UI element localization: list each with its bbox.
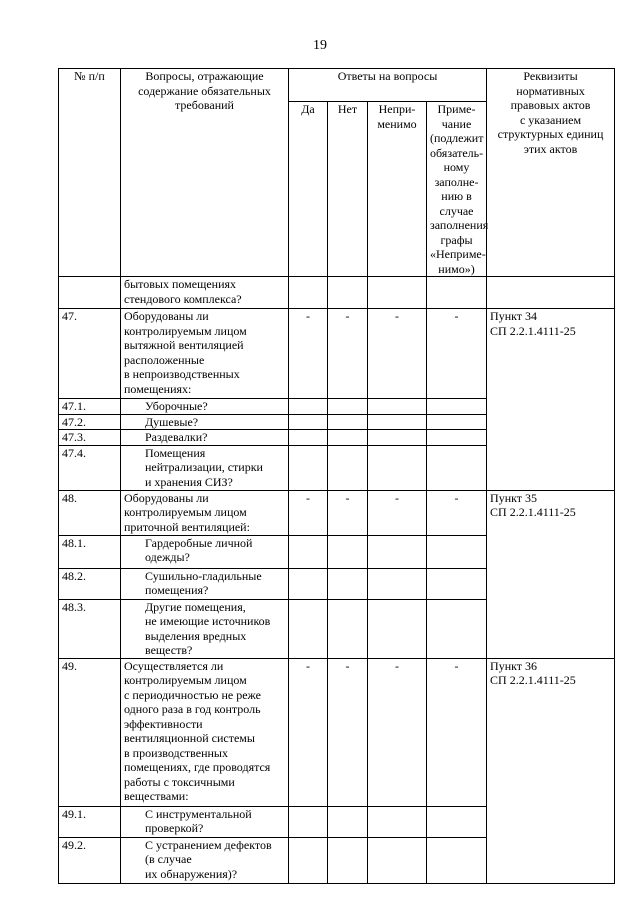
answer-not-applicable: - bbox=[368, 490, 427, 535]
row-number: 48.1. bbox=[59, 535, 121, 568]
answer-note: - bbox=[427, 490, 487, 535]
requisites: Пункт 35 СП 2.2.1.4111-25 bbox=[487, 490, 615, 658]
answer-na-cell bbox=[368, 399, 427, 415]
answer-yes-cell bbox=[289, 277, 328, 309]
row-question: Оборудованы ли контролируемым лицом приточной вентиляцией: bbox=[121, 490, 289, 535]
row-number: 47.4. bbox=[59, 445, 121, 490]
row-number: 49.1. bbox=[59, 806, 121, 837]
answer-note-cell bbox=[427, 414, 487, 430]
row-number: 48. bbox=[59, 490, 121, 535]
answer-yes-cell bbox=[289, 837, 328, 883]
answer-no: - bbox=[328, 658, 368, 806]
answer-na-cell bbox=[368, 535, 427, 568]
requisites: Пункт 34 СП 2.2.1.4111-25 bbox=[487, 309, 615, 491]
requisites: Пункт 36 СП 2.2.1.4111-25 bbox=[487, 658, 615, 883]
row-question: Оборудованы ли контролируемым лицом вытяжной вентиляцией расположенные в непроизводственных помещениях: bbox=[121, 309, 289, 399]
row-number: 47.1. bbox=[59, 399, 121, 415]
header-no: Нет bbox=[328, 102, 368, 277]
answer-no-cell bbox=[328, 806, 368, 837]
answer-na-cell bbox=[368, 806, 427, 837]
row-question: Помещения нейтрализации, стирки и хранения СИЗ? bbox=[121, 445, 289, 490]
table-row bbox=[59, 277, 615, 309]
answer-na-cell bbox=[368, 599, 427, 658]
row-number: 48.2. bbox=[59, 568, 121, 599]
answer-no-cell bbox=[328, 535, 368, 568]
answer-yes-cell bbox=[289, 445, 328, 490]
row-question: Другие помещения, не имеющие источников выделения вредных веществ? bbox=[121, 599, 289, 658]
header-yes: Да bbox=[289, 102, 328, 277]
header-requisites: Реквизиты нормативных правовых актов с указанием структурных единиц этих актов bbox=[487, 69, 615, 277]
answer-yes-cell bbox=[289, 430, 328, 446]
answer-no-cell bbox=[328, 430, 368, 446]
header-not-applicable: Непри- менимо bbox=[368, 102, 427, 277]
row-question: Осуществляется ли контролируемым лицом с периодичностью не реже одного раза в год контроль эффективности вентиляционной системы в производственных помещениях, где проводятся работы с токсичными веществами: bbox=[121, 658, 289, 806]
checklist-table bbox=[58, 68, 615, 884]
answer-na-cell bbox=[368, 568, 427, 599]
row-question: Сушильно-гладильные помещения? bbox=[121, 568, 289, 599]
answer-no-cell bbox=[328, 837, 368, 883]
answer-na-cell bbox=[368, 430, 427, 446]
header-answers: Ответы на вопросы bbox=[289, 69, 487, 102]
row-number: 47.3. bbox=[59, 430, 121, 446]
answer-yes: - bbox=[289, 658, 328, 806]
answer-na-cell bbox=[368, 445, 427, 490]
row-number: 48.3. bbox=[59, 599, 121, 658]
answer-no-cell bbox=[328, 445, 368, 490]
answer-note-cell bbox=[427, 430, 487, 446]
answer-no-cell bbox=[328, 399, 368, 415]
answer-not-applicable: - bbox=[368, 309, 427, 399]
row-question: Уборочные? bbox=[121, 399, 289, 415]
answer-note-cell bbox=[427, 837, 487, 883]
answer-no: - bbox=[328, 490, 368, 535]
row-number-cell bbox=[59, 277, 121, 309]
answer-note-cell bbox=[427, 277, 487, 309]
answer-na-cell bbox=[368, 837, 427, 883]
row-question: бытовых помещениях стендового комплекса? bbox=[121, 277, 289, 309]
answer-note-cell bbox=[427, 445, 487, 490]
table-row bbox=[59, 658, 615, 806]
answer-note-cell bbox=[427, 399, 487, 415]
answer-no: - bbox=[328, 309, 368, 399]
table-row bbox=[59, 309, 615, 399]
answer-yes-cell bbox=[289, 399, 328, 415]
header-note: Приме- чание (подлежит обязатель- ному заполне- нию в случае заполнения графы «Неприме- нимо») bbox=[427, 102, 487, 277]
header-question: Вопросы, отражающие содержание обязательных требований bbox=[121, 69, 289, 277]
answer-yes-cell bbox=[289, 599, 328, 658]
row-question: Гардеробные личной одежды? bbox=[121, 535, 289, 568]
answer-no-cell bbox=[328, 277, 368, 309]
header-number: № п/п bbox=[59, 69, 121, 277]
answer-not-applicable: - bbox=[368, 658, 427, 806]
answer-note-cell bbox=[427, 599, 487, 658]
answer-no-cell bbox=[328, 599, 368, 658]
answer-note-cell bbox=[427, 568, 487, 599]
answer-yes-cell bbox=[289, 535, 328, 568]
row-number: 49. bbox=[59, 658, 121, 806]
row-question: С инструментальной проверкой? bbox=[121, 806, 289, 837]
requisites-cell bbox=[487, 277, 615, 309]
answer-no-cell bbox=[328, 414, 368, 430]
row-question: Душевые? bbox=[121, 414, 289, 430]
answer-yes: - bbox=[289, 490, 328, 535]
row-question: Раздевалки? bbox=[121, 430, 289, 446]
answer-note: - bbox=[427, 658, 487, 806]
table-row bbox=[59, 490, 615, 535]
answer-yes-cell bbox=[289, 414, 328, 430]
row-number: 49.2. bbox=[59, 837, 121, 883]
row-number: 47.2. bbox=[59, 414, 121, 430]
row-number: 47. bbox=[59, 309, 121, 399]
answer-yes: - bbox=[289, 309, 328, 399]
answer-note: - bbox=[427, 309, 487, 399]
answer-yes-cell bbox=[289, 568, 328, 599]
answer-na-cell bbox=[368, 414, 427, 430]
answer-note-cell bbox=[427, 806, 487, 837]
answer-no-cell bbox=[328, 568, 368, 599]
answer-note-cell bbox=[427, 535, 487, 568]
answer-na-cell bbox=[368, 277, 427, 309]
answer-yes-cell bbox=[289, 806, 328, 837]
row-question: С устранением дефектов (в случае их обнаружения)? bbox=[121, 837, 289, 883]
page-number: 19 bbox=[313, 38, 327, 53]
